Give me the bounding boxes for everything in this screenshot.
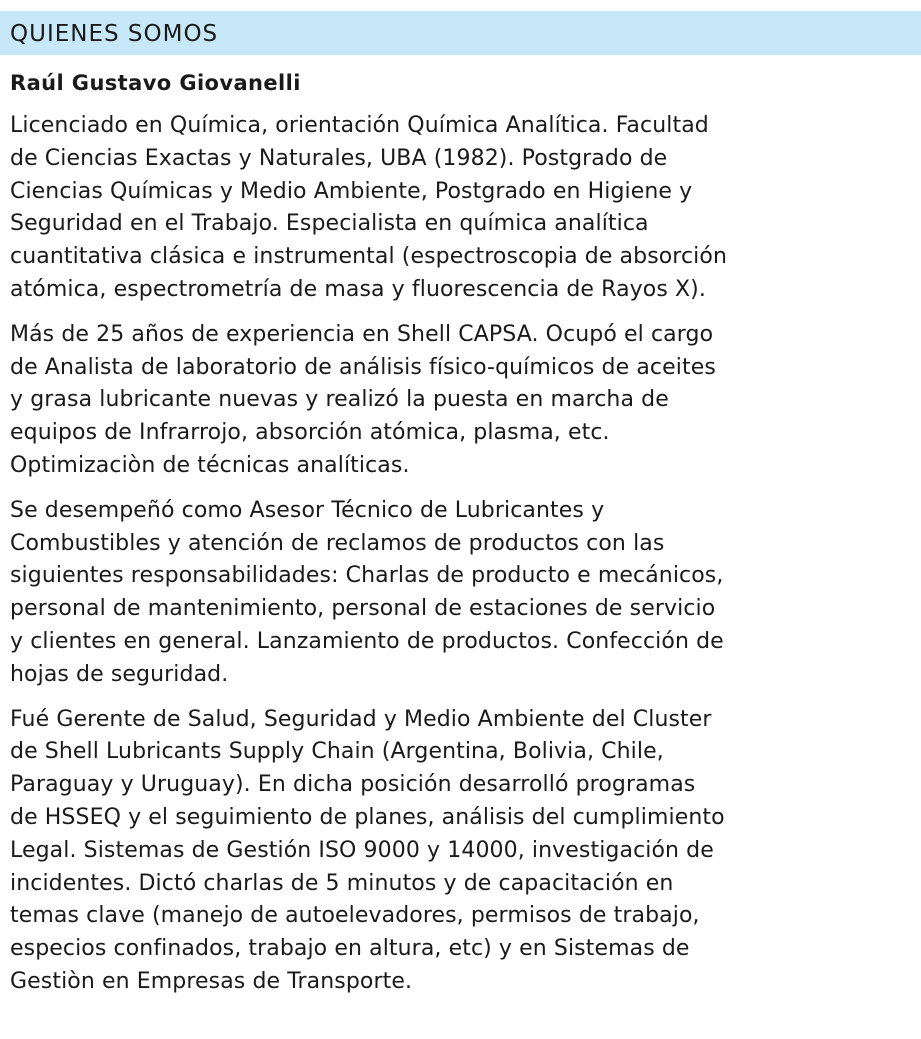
section-title: QUIENES SOMOS	[10, 20, 219, 47]
bio-paragraph-management: Fué Gerente de Salud, Seguridad y Medio Ambiente del Cluster de Shell Lubricants Supply Chain (Argentina, Bolivia, Chile, Paraguay y Uruguay). En dicha posición desarrolló programas de HSSEQ y el seguimiento de planes, análisis del cumplimiento Legal. Sistemas de Gestión ISO 9000 y 14000, investigación de incidentes. Dictó charlas de 5 minutos y de capacitación en temas clave (manejo de autoelevadores, permisos de trabajo, especios confinados, trabajo en altura, etc) y en Sistemas de Gestiòn en Empresas de Transporte.	[10, 706, 725, 994]
bio-paragraph-experience: Más de 25 años de experiencia en Shell CAPSA. Ocupó el cargo de Analista de laboratorio de análisis físico-químicos de aceites y grasa lubricante nuevas y realizó la puesta en marcha de equipos de Infrarrojo, absorción atómica, plasma, etc. Optimizaciòn de técnicas analíticas.	[10, 321, 716, 478]
person-name: Raúl Gustavo Giovanelli	[10, 71, 301, 95]
bio-paragraph-advisor: Se desempeñó como Asesor Técnico de Lubricantes y Combustibles y atención de reclamos de productos con las siguientes responsabilidades: Charlas de producto e mecánicos, personal de mantenimiento, personal de estaciones de servicio y clientes en general. Lanzamiento de productos. Confección de hojas de seguridad.	[10, 497, 724, 687]
section-header	[0, 11, 921, 55]
profile-content	[10, 68, 915, 1011]
bio-paragraph-education: Licenciado en Química, orientación Química Analítica. Facultad de Ciencias Exactas y Naturales, UBA (1982). Postgrado de Ciencias Químicas y Medio Ambiente, Postgrado en Higiene y Seguridad en el Trabajo. Especialista en química analítica cuantitativa clásica e instrumental (espectroscopia de absorción atómica, espectrometría de masa y fluorescencia de Rayos X).	[10, 113, 727, 302]
